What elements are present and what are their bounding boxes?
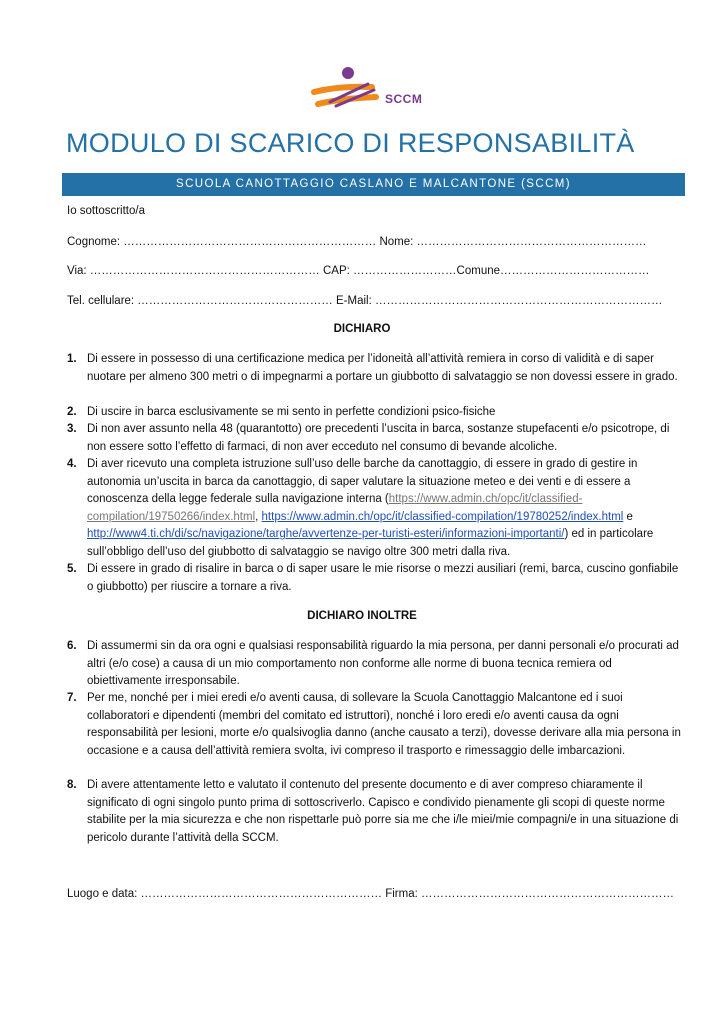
list-item: [67, 690, 682, 760]
address-field: Via: …………………………………………………… CAP: ………………………Comune…………………………………: [67, 265, 650, 277]
list-item: [67, 638, 682, 691]
item-text-part: Di aver ricevuto una completa istruzione sull’uso delle barche da canottaggio, di essere in grado di gestire in autonomia un’uscita in barca da canottaggio, di saper valutare la situazione meteo e dei venti e di essere a conoscenza della legge federale sulla navigazione interna (: [87, 458, 638, 506]
list-item: [67, 351, 682, 386]
item-text: [87, 456, 682, 562]
item-text: Di essere in grado di risalire in barca o di saper usare le mie risorse o mezzi ausiliari (remi, barca, cuscino gonfiabile o giubbotto) per riuscire a tornare a riva.: [87, 563, 679, 593]
item-text: Di assumermi sin da ora ogni e qualsiasi responsabilità riguardo la mia persona, per danni personali e/o procurati ad altri (e/o cose) a causa di un mio comportamento non conforme alle norme di buona tecnica remiera od obiettivamente irresponsabile.: [87, 640, 679, 688]
place-date-signature-field: Luogo e data: ……………………………………………………… Firma: …………………………………………………………: [67, 888, 675, 900]
item-text: Per me, nonché per i miei eredi e/o aventi causa, di sollevare la Scuola Canottaggio Malcantone ed i suoi collaboratori e dipendenti (membri del comitato ed istruttori), nonché i loro eredi e/o aventi causa da ogni responsabilità per lesioni, morte e/o qualsivoglia danno (anche causato a terzi), dovesse derivare alla mia persona in occasione e a causa dell’attività remiera svolta, ivi compreso il trasporto e rimessaggio delle imbarcazioni.: [87, 692, 681, 757]
item-number: 4.: [67, 458, 77, 470]
school-banner: SCUOLA CANOTTAGGIO CASLANO E MALCANTONE (SCCM): [62, 173, 685, 196]
item-number: 5.: [67, 563, 77, 575]
phone-email-field: Tel. cellulare: …………………………………………… E-Mail: …………………………………………………………………: [67, 295, 663, 307]
list-item: [67, 561, 682, 596]
sccm-logo: [310, 64, 428, 114]
item-text: Di non aver assunto nella 48 (quarantotto) ore precedenti l’uscita in barca, sostanze stupefacenti e/o psicotrope, di non essere sotto l’effetto di farmaci, di non aver ecceduto nel consumo di bevande alcoliche.: [87, 423, 670, 453]
item-number: 3.: [67, 423, 77, 435]
link-separator: ,: [255, 510, 262, 523]
law-link-1[interactable]: https://www.admin.ch/opc/it/classified-compilation/19750266/index.html: [87, 493, 583, 523]
form-intro: Io sottoscritto/a: [67, 205, 145, 217]
item-text: Di essere in possesso di una certificazione medica per l’idoneità all’attività remiera in corso di validità e di saper nuotare per almeno 300 metri o di impegnarmi a portare un giubbotto di salvataggio se non dovessi essere in grado.: [87, 353, 678, 383]
surname-name-field: Cognome: ………………………………………………………… Nome: ……………………………………………………: [67, 236, 647, 248]
dichiaro-inoltre-heading: DICHIARO INOLTRE: [307, 610, 417, 622]
list-item: [67, 404, 682, 422]
item-number: 1.: [67, 353, 77, 365]
list-item: [67, 777, 682, 847]
item-number: 8.: [67, 779, 77, 791]
law-link-2[interactable]: https://www.admin.ch/opc/it/classified-compilation/19780252/index.html: [261, 510, 624, 523]
item-text-part: ) ed in particolare sull’obbligo dell’uso del giubbotto di salvataggio se navigo oltre 300 metri dalla riva.: [87, 528, 654, 558]
logo-text: SCCM: [385, 92, 423, 106]
navigation-info-link[interactable]: http://www4.ti.ch/di/sc/navigazione/targhe/avvertenze-per-turisti-esteri/informazioni-importanti/: [87, 528, 565, 541]
dichiaro-heading: DICHIARO: [333, 323, 391, 335]
list-item: [67, 421, 682, 456]
item-number: 6.: [67, 640, 77, 652]
item-number: 7.: [67, 692, 77, 704]
rowing-boat-logo-icon: [310, 64, 428, 114]
page-title: MODULO DI SCARICO DI RESPONSABILITÀ: [66, 128, 635, 158]
item-text: Di avere attentamente letto e valutato il contenuto del presente documento e di aver compreso chiaramente il significato di ogni singolo punto prima di sottoscriverlo. Capisco e condivido pienamente gli scopi di queste norme stabilite per la mia sicurezza e che non rispettarle può porre sia me che i/le miei/mie compagni/e in una situazione di pericolo durante l’attività della SCCM.: [87, 779, 679, 844]
list-item: [67, 456, 682, 562]
item-number: 2.: [67, 406, 77, 418]
item-text: Di uscire in barca esclusivamente se mi sento in perfette condizioni psico-fisiche: [87, 406, 496, 418]
link-separator: e: [623, 510, 633, 523]
